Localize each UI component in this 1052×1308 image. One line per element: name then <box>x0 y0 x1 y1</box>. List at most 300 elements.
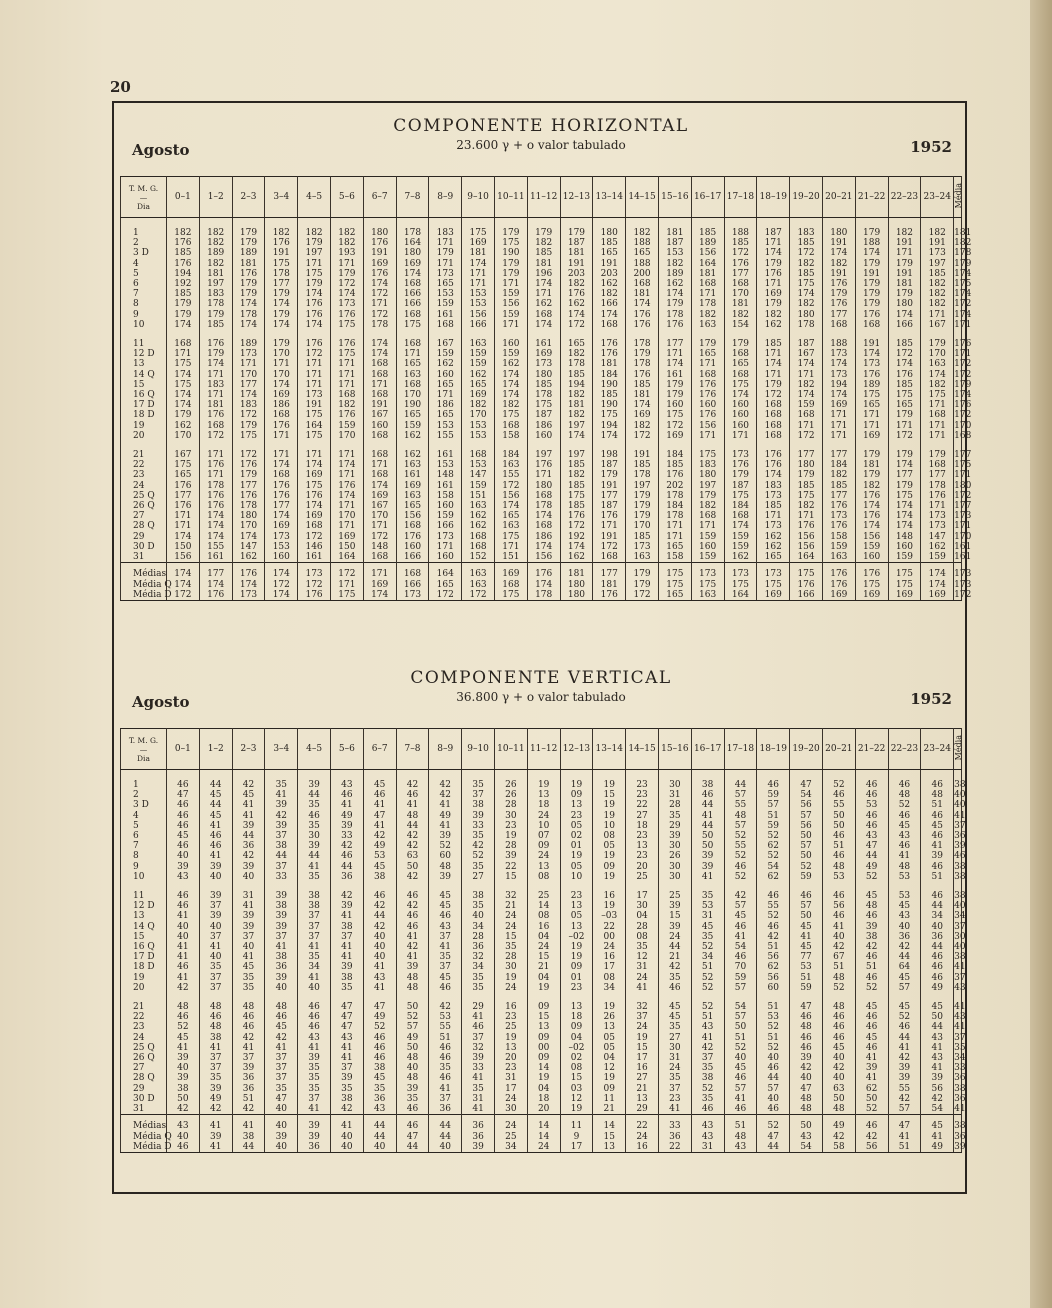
value-cell: 176 <box>822 279 855 289</box>
value-cell: 49 <box>396 1033 429 1043</box>
value-cell: 168 <box>363 359 396 369</box>
value-cell: 45 <box>790 942 823 952</box>
value-cell: 04 <box>626 911 659 921</box>
mean-cell: 37 <box>954 820 966 831</box>
value-cell: 23 <box>658 1094 691 1104</box>
value-cell: 162 <box>462 521 495 531</box>
table-row <box>121 400 962 410</box>
value-cell: 39 <box>396 1084 429 1094</box>
table-row <box>121 1073 962 1083</box>
value-cell: 41 <box>429 821 462 831</box>
value-cell: 37 <box>232 932 265 942</box>
value-cell: 47 <box>363 811 396 821</box>
value-cell: 172 <box>232 450 265 460</box>
value-cell: 160 <box>724 421 757 431</box>
value-cell: 191 <box>626 450 659 460</box>
value-cell: 159 <box>494 310 527 320</box>
value-cell: 40 <box>265 1104 298 1115</box>
table-row <box>121 238 962 248</box>
value-cell: 189 <box>232 339 265 349</box>
value-cell: 178 <box>265 269 298 279</box>
value-cell: 171 <box>790 511 823 521</box>
value-cell: 35 <box>363 1084 396 1094</box>
value-cell: 37 <box>265 1073 298 1083</box>
value-cell: 44 <box>757 1073 790 1083</box>
value-cell: 45 <box>855 891 888 901</box>
table-row <box>121 410 962 420</box>
value-cell: 176 <box>298 310 331 320</box>
value-cell: 46 <box>429 983 462 993</box>
value-cell: 162 <box>232 552 265 563</box>
value-cell: 32 <box>494 891 527 901</box>
value-cell: 171 <box>658 521 691 531</box>
value-cell: 159 <box>855 542 888 552</box>
section-title: COMPONENTE HORIZONTAL <box>393 116 689 136</box>
value-cell: 40 <box>232 872 265 882</box>
summary-value: 174 <box>232 580 265 590</box>
value-cell: 30 <box>658 780 691 790</box>
value-cell: 35 <box>691 932 724 942</box>
value-cell: 176 <box>822 521 855 531</box>
value-cell: 48 <box>855 901 888 911</box>
summary-value: 164 <box>429 563 462 580</box>
value-cell: 49 <box>921 983 954 993</box>
value-cell: 169 <box>298 470 331 480</box>
value-cell: 24 <box>658 1063 691 1073</box>
value-cell: 46 <box>167 780 200 790</box>
value-cell: 38 <box>462 891 495 901</box>
value-cell: 176 <box>691 410 724 420</box>
value-cell: 22 <box>626 800 659 810</box>
value-cell: 176 <box>593 339 626 349</box>
value-cell: 153 <box>429 460 462 470</box>
value-cell: 174 <box>232 320 265 330</box>
value-cell: 191 <box>888 238 921 248</box>
value-cell: 173 <box>527 359 560 369</box>
day-label: 25 Q <box>121 491 167 501</box>
value-cell: 19 <box>527 983 560 993</box>
value-cell: 28 <box>626 922 659 932</box>
day-label: 23 <box>121 470 167 480</box>
value-cell: 46 <box>724 1073 757 1083</box>
value-cell: 37 <box>265 932 298 942</box>
value-cell: 182 <box>199 259 232 269</box>
value-cell: 41 <box>298 942 331 952</box>
value-cell: 45 <box>888 901 921 911</box>
value-cell: 162 <box>429 359 462 369</box>
value-cell: 12 <box>626 952 659 962</box>
value-cell: 46 <box>822 851 855 861</box>
mean-cell: 171 <box>954 521 972 532</box>
mean-cell: 170 <box>954 531 972 542</box>
value-cell: 169 <box>298 511 331 521</box>
value-cell: 25 <box>494 1022 527 1032</box>
value-cell: 181 <box>199 269 232 279</box>
spacer-cell <box>199 330 232 339</box>
spacer-cell <box>593 330 626 339</box>
spacer-cell <box>757 330 790 339</box>
spacer-cell <box>560 441 593 450</box>
summary-value: 176 <box>822 580 855 590</box>
mean-cell: 177 <box>954 450 972 461</box>
value-cell: 41 <box>232 811 265 821</box>
value-cell: 175 <box>494 410 527 420</box>
value-cell: 43 <box>888 911 921 921</box>
mean-cell: 36 <box>954 1093 966 1104</box>
value-cell: 27 <box>626 811 659 821</box>
value-cell: 46 <box>822 911 855 921</box>
value-cell: 30 <box>298 831 331 841</box>
value-cell: 178 <box>658 511 691 521</box>
value-cell: 43 <box>921 1033 954 1043</box>
summary-value: 169 <box>921 590 954 601</box>
column-header: 18–19 <box>757 729 790 770</box>
summary-value: 38 <box>232 1132 265 1142</box>
value-cell: 174 <box>363 279 396 289</box>
value-cell: 179 <box>167 299 200 309</box>
value-cell: 185 <box>691 228 724 238</box>
value-cell: 59 <box>757 821 790 831</box>
value-cell: 165 <box>724 359 757 369</box>
value-cell: 174 <box>298 460 331 470</box>
value-cell: 35 <box>298 1073 331 1083</box>
value-cell: 46 <box>855 821 888 831</box>
value-cell: 09 <box>560 790 593 800</box>
media-label: Média <box>954 734 964 761</box>
mean-cell: 41 <box>954 962 966 973</box>
value-cell: 173 <box>298 390 331 400</box>
value-cell: 158 <box>658 552 691 563</box>
value-cell: 04 <box>560 1033 593 1043</box>
value-cell: 39 <box>265 911 298 921</box>
value-cell: 171 <box>462 269 495 279</box>
summary-value: 176 <box>298 590 331 601</box>
summary-value: 43 <box>790 1132 823 1142</box>
value-cell: 41 <box>888 1043 921 1053</box>
spacer-cell <box>921 218 954 229</box>
spacer-cell <box>626 993 659 1002</box>
value-cell: 42 <box>265 811 298 821</box>
value-cell: 42 <box>462 841 495 851</box>
summary-value: 39 <box>298 1115 331 1132</box>
summary-value: 165 <box>658 590 691 601</box>
summary-value: 48 <box>724 1132 757 1142</box>
value-cell: 176 <box>593 511 626 521</box>
value-cell: 35 <box>462 1084 495 1094</box>
value-cell: 25 <box>527 891 560 901</box>
value-cell: 62 <box>855 1084 888 1094</box>
value-cell: 189 <box>658 269 691 279</box>
value-cell: 176 <box>757 460 790 470</box>
value-cell: 171 <box>888 248 921 258</box>
value-cell: 50 <box>822 821 855 831</box>
value-cell: 174 <box>560 310 593 320</box>
value-cell: 170 <box>363 511 396 521</box>
value-cell: 45 <box>855 1033 888 1043</box>
spacer-cell <box>121 218 167 229</box>
value-cell: 30 <box>658 1043 691 1053</box>
value-cell: 28 <box>658 800 691 810</box>
value-cell: 179 <box>593 470 626 480</box>
summary-value: 42 <box>822 1132 855 1142</box>
summary-value: 174 <box>265 590 298 601</box>
value-cell: 184 <box>494 450 527 460</box>
value-cell: 168 <box>724 349 757 359</box>
value-cell: 42 <box>822 942 855 952</box>
day-label: 25 Q <box>121 1043 167 1053</box>
header-media <box>954 177 962 218</box>
value-cell: 168 <box>462 542 495 552</box>
value-cell: 184 <box>593 370 626 380</box>
value-cell: 24 <box>626 973 659 983</box>
value-cell: 165 <box>560 339 593 349</box>
value-cell: 172 <box>363 289 396 299</box>
value-cell: 182 <box>560 410 593 420</box>
day-label: 30 D <box>121 542 167 552</box>
value-cell: 23 <box>494 821 527 831</box>
table-row <box>121 1022 962 1032</box>
value-cell: 52 <box>855 872 888 882</box>
value-cell: 45 <box>790 922 823 932</box>
day-label: 31 <box>121 1104 167 1115</box>
value-cell: 51 <box>757 811 790 821</box>
value-cell: 172 <box>626 431 659 441</box>
value-cell: 191 <box>560 259 593 269</box>
value-cell: 174 <box>232 299 265 309</box>
value-cell: 40 <box>888 922 921 932</box>
value-cell: 175 <box>167 380 200 390</box>
value-cell: 44 <box>888 952 921 962</box>
value-cell: 169 <box>265 521 298 531</box>
value-cell: 34 <box>921 911 954 921</box>
value-cell: 30 <box>494 962 527 972</box>
value-cell: 09 <box>527 1053 560 1063</box>
value-cell: 35 <box>199 1073 232 1083</box>
value-cell: 46 <box>921 780 954 790</box>
summary-value: 175 <box>658 563 691 580</box>
value-cell: 171 <box>888 421 921 431</box>
value-cell: 182 <box>790 501 823 511</box>
value-cell: 35 <box>265 1084 298 1094</box>
value-cell: 56 <box>822 901 855 911</box>
value-cell: 46 <box>921 962 954 972</box>
value-cell: 156 <box>790 542 823 552</box>
value-cell: 41 <box>462 1012 495 1022</box>
day-label: 8 <box>121 299 167 309</box>
value-cell: 43 <box>330 780 363 790</box>
value-cell: 46 <box>757 891 790 901</box>
value-cell: 46 <box>888 1022 921 1032</box>
value-cell: 165 <box>396 410 429 420</box>
value-cell: 50 <box>691 841 724 851</box>
column-header: 2–3 <box>232 177 265 218</box>
value-cell: 183 <box>790 228 823 238</box>
value-cell: 42 <box>888 942 921 952</box>
summary-value: 175 <box>691 580 724 590</box>
table-row <box>121 310 962 320</box>
value-cell: 159 <box>396 421 429 431</box>
value-cell: 36 <box>462 942 495 952</box>
value-cell: 165 <box>429 410 462 420</box>
mean-cell: 37 <box>954 921 966 932</box>
value-cell: 46 <box>363 891 396 901</box>
value-cell: 163 <box>396 491 429 501</box>
value-cell: 191 <box>298 400 331 410</box>
value-cell: 172 <box>199 431 232 441</box>
value-cell: 156 <box>855 532 888 542</box>
value-cell: 179 <box>527 228 560 238</box>
value-cell: 182 <box>199 238 232 248</box>
value-cell: 47 <box>790 780 823 790</box>
value-cell: 37 <box>462 790 495 800</box>
value-cell: 189 <box>232 248 265 258</box>
value-cell: 46 <box>822 1012 855 1022</box>
summary-value: 17 <box>560 1142 593 1153</box>
value-cell: 42 <box>691 1043 724 1053</box>
value-cell: 47 <box>330 1002 363 1012</box>
spacer-cell <box>954 330 962 339</box>
value-cell: 38 <box>330 1094 363 1104</box>
table-row <box>121 460 962 470</box>
value-cell: 174 <box>822 359 855 369</box>
value-cell: 40 <box>921 922 954 932</box>
value-cell: 179 <box>167 310 200 320</box>
section-year: 1952 <box>910 138 952 156</box>
page-number: 20 <box>110 78 131 96</box>
value-cell: 174 <box>855 501 888 511</box>
value-cell: 179 <box>888 259 921 269</box>
value-cell: 35 <box>462 831 495 841</box>
value-cell: 46 <box>199 841 232 851</box>
spacer-cell <box>167 330 200 339</box>
summary-value: 175 <box>494 590 527 601</box>
value-cell: 46 <box>462 1022 495 1032</box>
value-cell: 160 <box>494 339 527 349</box>
value-cell: 179 <box>494 259 527 269</box>
value-cell: 168 <box>363 450 396 460</box>
value-cell: 176 <box>560 511 593 521</box>
value-cell: 171 <box>691 431 724 441</box>
value-cell: 161 <box>429 310 462 320</box>
value-cell: 168 <box>396 310 429 320</box>
value-cell: 32 <box>462 1043 495 1053</box>
value-cell: 37 <box>199 1053 232 1063</box>
value-cell: 168 <box>527 491 560 501</box>
spacer-cell <box>921 441 954 450</box>
table-row <box>121 790 962 800</box>
value-cell: 29 <box>626 1104 659 1115</box>
value-cell: 168 <box>396 339 429 349</box>
value-cell: 41 <box>330 952 363 962</box>
value-cell: 180 <box>691 470 724 480</box>
value-cell: 174 <box>265 299 298 309</box>
value-cell: 197 <box>691 481 724 491</box>
value-cell: 179 <box>167 410 200 420</box>
summary-value: 22 <box>626 1115 659 1132</box>
value-cell: 172 <box>593 542 626 552</box>
value-cell: 44 <box>298 790 331 800</box>
spacer-cell <box>888 218 921 229</box>
value-cell: 41 <box>199 821 232 831</box>
column-header: 11–12 <box>527 729 560 770</box>
value-cell: 182 <box>330 238 363 248</box>
value-cell: 161 <box>527 339 560 349</box>
value-cell: 162 <box>757 532 790 542</box>
day-label: 18 D <box>121 962 167 972</box>
value-cell: 176 <box>691 390 724 400</box>
value-cell: 170 <box>462 410 495 420</box>
value-cell: 57 <box>790 841 823 851</box>
column-header: 21–22 <box>855 729 888 770</box>
value-cell: 46 <box>429 1043 462 1053</box>
spacer-cell <box>691 441 724 450</box>
spacer-cell <box>921 770 954 781</box>
value-cell: 160 <box>855 552 888 563</box>
spacer-cell <box>265 330 298 339</box>
value-cell: 179 <box>757 299 790 309</box>
summary-value: 41 <box>888 1132 921 1142</box>
day-label: 11 <box>121 891 167 901</box>
value-cell: 179 <box>790 470 823 480</box>
value-cell: 23 <box>560 891 593 901</box>
value-cell: 159 <box>822 542 855 552</box>
value-cell: 184 <box>658 450 691 460</box>
value-cell: 39 <box>330 1073 363 1083</box>
table-row <box>121 390 962 400</box>
value-cell: 182 <box>626 421 659 431</box>
summary-value: 51 <box>888 1142 921 1153</box>
value-cell: 191 <box>855 339 888 349</box>
value-cell: 178 <box>658 310 691 320</box>
spacer-cell <box>855 218 888 229</box>
value-cell: 30 <box>626 901 659 911</box>
value-cell: 174 <box>167 390 200 400</box>
value-cell: 43 <box>298 1033 331 1043</box>
spacer-cell <box>494 218 527 229</box>
spacer-cell <box>396 770 429 781</box>
value-cell: 171 <box>691 521 724 531</box>
value-cell: 40 <box>757 1053 790 1063</box>
value-cell: 36 <box>330 872 363 882</box>
spacer-cell <box>167 770 200 781</box>
value-cell: 04 <box>527 1084 560 1094</box>
value-cell: 36 <box>921 932 954 942</box>
spacer-cell <box>626 330 659 339</box>
value-cell: 40 <box>232 942 265 952</box>
value-cell: 45 <box>658 1012 691 1022</box>
summary-value: 14 <box>527 1115 560 1132</box>
header-row <box>121 729 962 770</box>
mean-cell: 39 <box>954 841 966 852</box>
value-cell: 57 <box>888 983 921 993</box>
value-cell: 172 <box>363 310 396 320</box>
value-cell: 39 <box>232 862 265 872</box>
value-cell: 28 <box>494 841 527 851</box>
value-cell: 52 <box>757 831 790 841</box>
value-cell: 40 <box>396 1063 429 1073</box>
spacer-cell <box>822 993 855 1002</box>
spacer-cell <box>658 770 691 781</box>
value-cell: 182 <box>462 400 495 410</box>
table-row <box>121 380 962 390</box>
value-cell: 185 <box>658 460 691 470</box>
summary-value: 41 <box>921 1132 954 1142</box>
spacer-cell <box>724 770 757 781</box>
value-cell: 51 <box>691 962 724 972</box>
value-cell: 52 <box>724 831 757 841</box>
value-cell: 45 <box>888 821 921 831</box>
value-cell: 182 <box>921 380 954 390</box>
